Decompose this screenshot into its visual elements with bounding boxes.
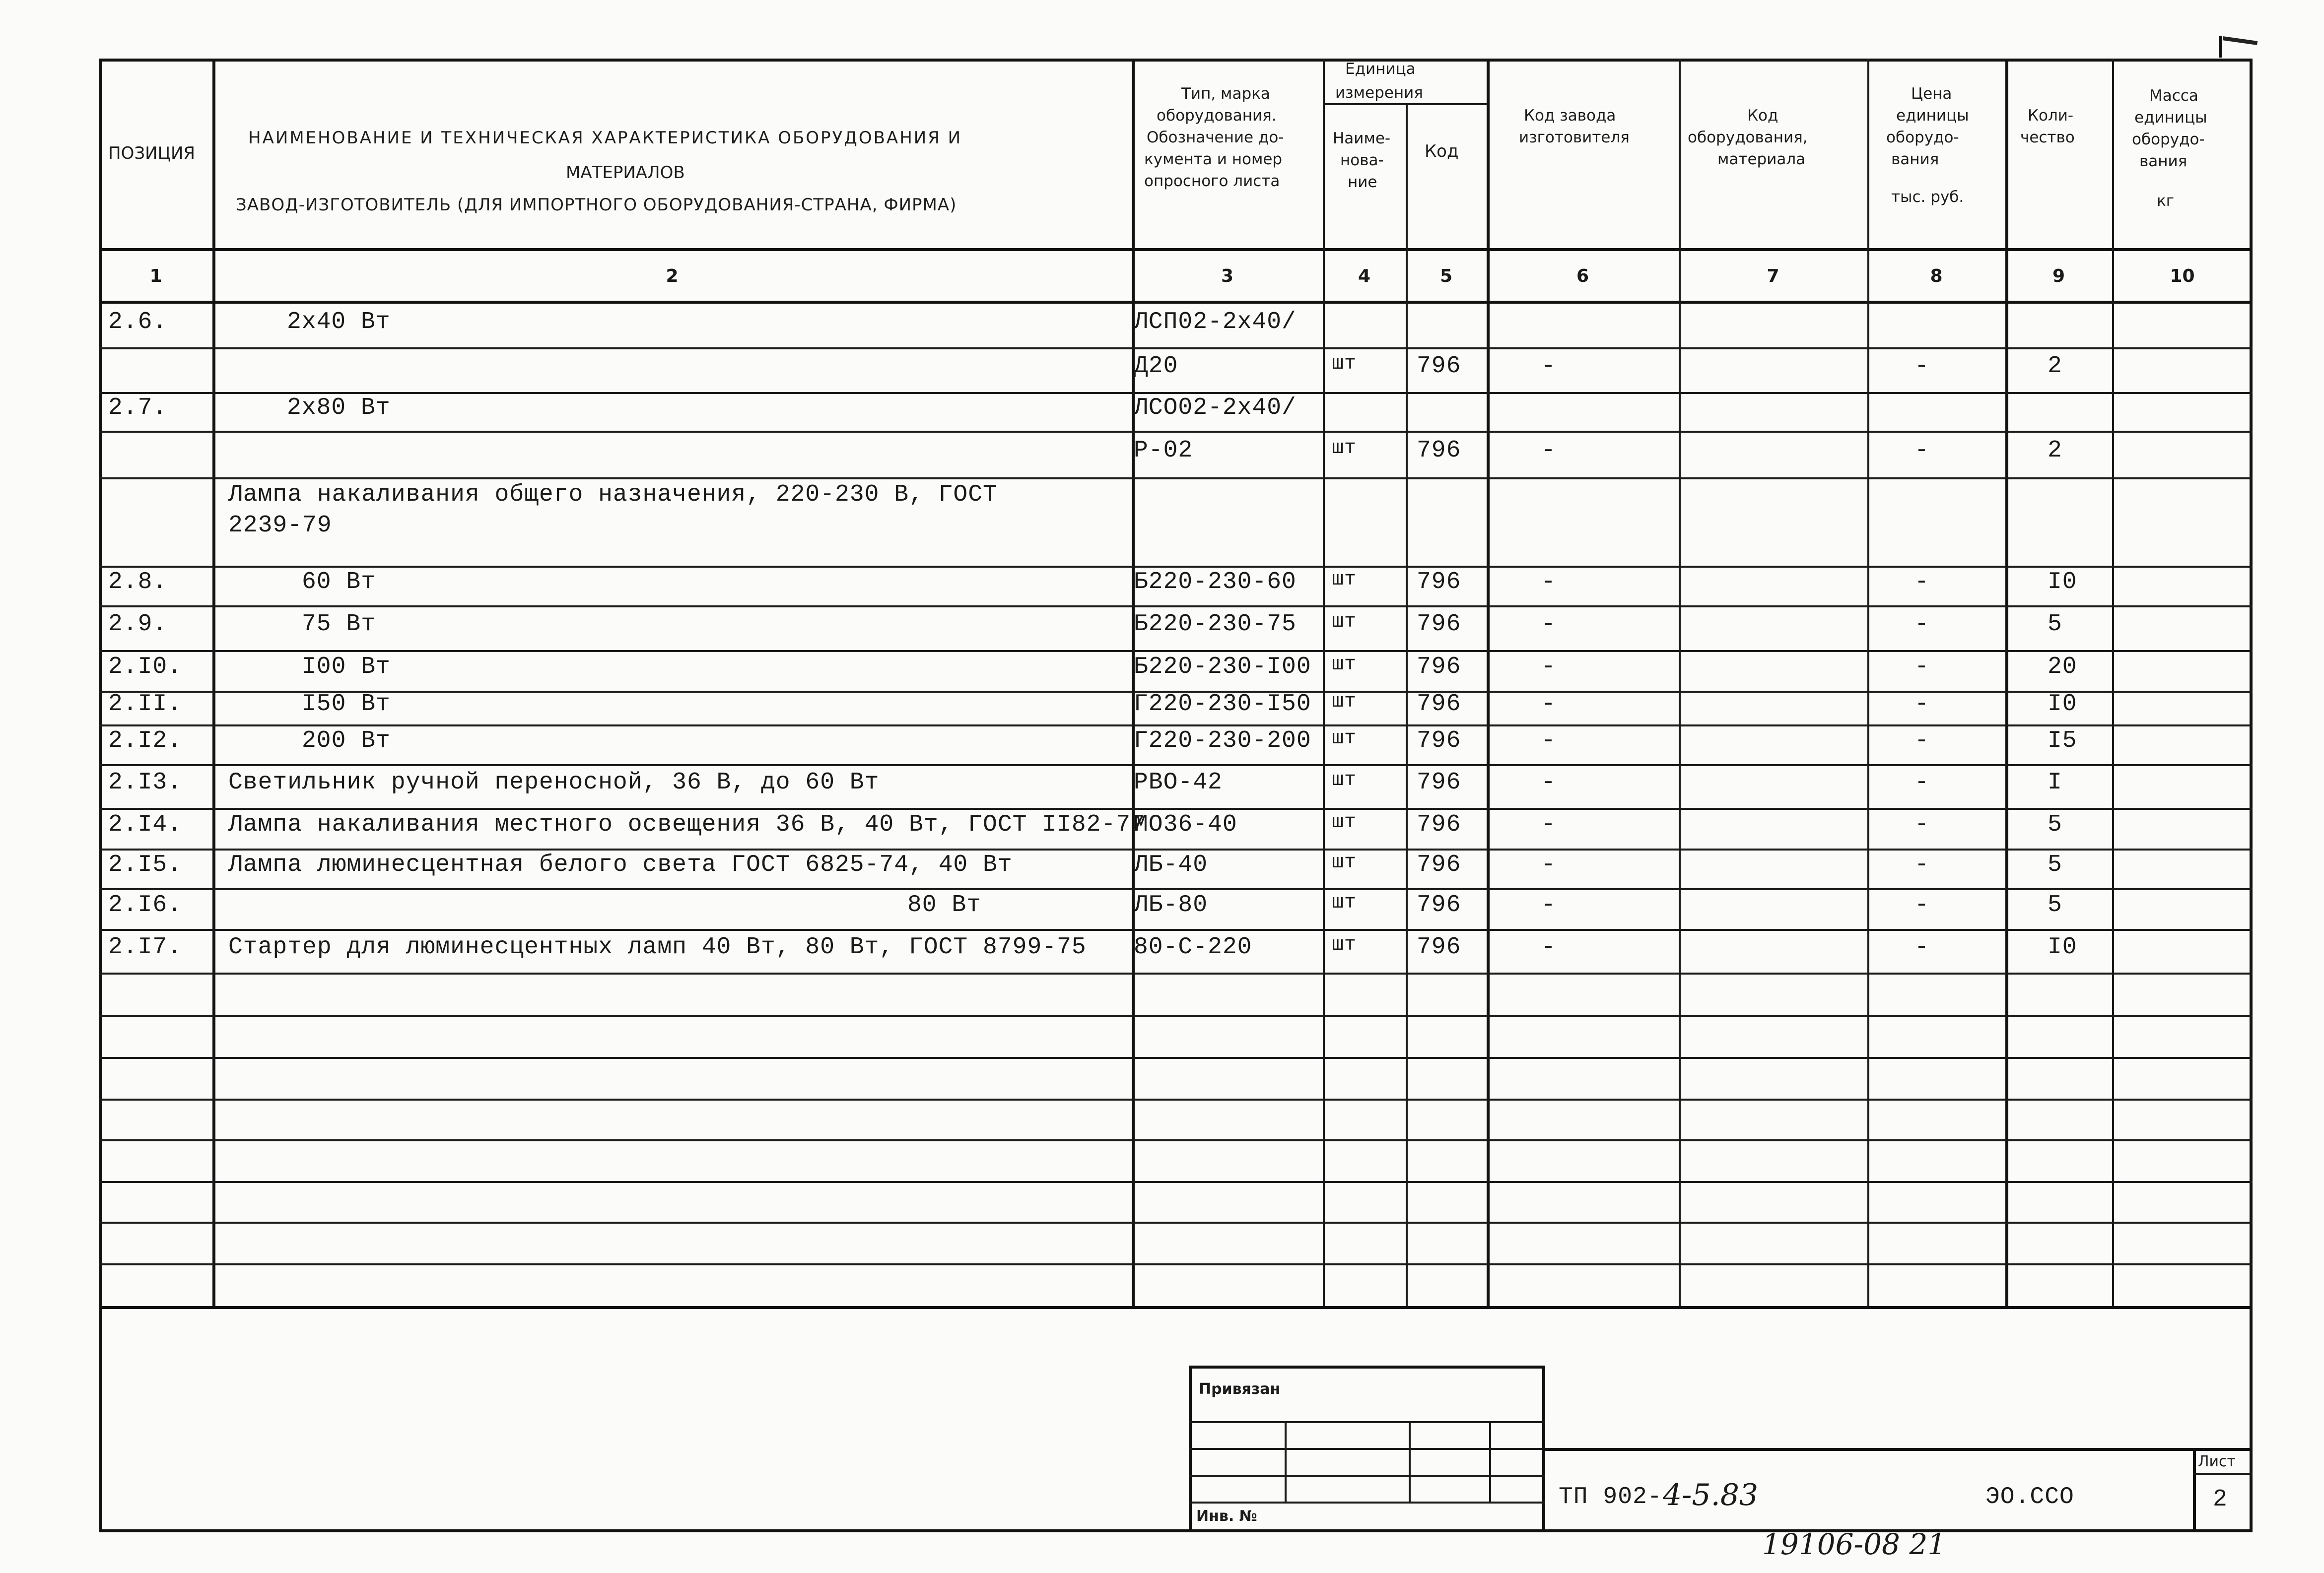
table-cell-pos: 2.II. xyxy=(108,691,183,718)
table-cell-factory: - xyxy=(1541,852,1556,878)
table-cell-price: - xyxy=(1914,727,1929,754)
table-cell-unit: шт xyxy=(1332,611,1357,633)
table-cell-type: ЛСП02-2x40/ xyxy=(1134,309,1297,335)
table-cell-type: ЛСО02-2x40/ xyxy=(1134,394,1297,421)
header-mass-l4: вания xyxy=(2139,152,2187,170)
row-rule xyxy=(99,849,2253,851)
header-mass-l5: кг xyxy=(2157,192,2175,210)
table-cell-factory: - xyxy=(1541,769,1556,796)
table-cell-factory: - xyxy=(1541,691,1556,718)
col-line-2 xyxy=(1132,59,1135,1309)
table-cell-unit: шт xyxy=(1332,811,1357,834)
table-cell-qty: 5 xyxy=(2048,852,2062,878)
table-cell-qty: I0 xyxy=(2048,934,2077,961)
row-rule xyxy=(99,929,2253,931)
header-mass-l3: оборудо- xyxy=(2132,131,2205,148)
table-cell-type: Б220-230-75 xyxy=(1134,611,1297,638)
header-price-l3: оборудо- xyxy=(1886,129,1959,146)
stamp-rule-2 xyxy=(1189,1448,1545,1450)
table-cell-name: Лампа накаливания местного освещения 36 В, 40 Вт, ГОСТ II82-77 xyxy=(228,811,1146,838)
sheet-box-left xyxy=(2193,1448,2196,1532)
row-rule xyxy=(99,431,2253,433)
header-unit-name-l3: ние xyxy=(1348,173,1377,191)
row-rule xyxy=(99,650,2253,652)
table-cell-qty: I0 xyxy=(2048,691,2077,718)
col-line-8 xyxy=(2005,59,2008,1309)
col-line-1 xyxy=(212,59,215,1309)
table-cell-type: Г220-230-I50 xyxy=(1134,691,1311,718)
table-cell-type: 80-С-220 xyxy=(1134,934,1252,961)
table-cell-qty: 5 xyxy=(2048,611,2062,638)
table-cell-unit: шт xyxy=(1332,353,1357,375)
header-name-line2: МАТЕРИАЛОВ xyxy=(566,163,685,183)
table-cell-pos: 2.9. xyxy=(108,611,168,638)
table-cell-code: 796 xyxy=(1417,811,1461,838)
sheet-label: Лист xyxy=(2198,1453,2236,1470)
sheet-number: 2 xyxy=(2213,1486,2228,1513)
column-number: 3 xyxy=(1221,265,1234,286)
header-qty-l2: чество xyxy=(2020,129,2075,146)
header-mass-l1: Масса xyxy=(2149,87,2198,105)
empty-row-rule xyxy=(99,1181,2253,1183)
title-block-top xyxy=(1542,1448,2253,1451)
doc-suffix: ЭО.ССО xyxy=(1985,1484,2074,1510)
column-number: 2 xyxy=(666,265,679,286)
table-cell-code: 796 xyxy=(1417,654,1461,680)
row-rule xyxy=(99,477,2253,479)
table-cell-type: Г220-230-200 xyxy=(1134,727,1311,754)
row-rule xyxy=(99,392,2253,394)
table-cell-name: 2x80 Вт xyxy=(287,394,391,421)
table-cell-price: - xyxy=(1914,934,1929,961)
table-cell-name: 2x40 Вт xyxy=(287,309,391,335)
table-cell-code: 796 xyxy=(1417,437,1461,464)
header-type-l2: оборудования. xyxy=(1157,107,1277,125)
row-rule xyxy=(99,566,2253,568)
header-mass-l2: единицы xyxy=(2134,109,2207,127)
table-cell-factory: - xyxy=(1541,654,1556,680)
stamp-rule-1 xyxy=(1189,1421,1545,1423)
stamp-binding-label: Привязан xyxy=(1199,1380,1281,1398)
header-factory-l2: изготовителя xyxy=(1519,129,1630,146)
header-qty-l1: Коли- xyxy=(2028,107,2074,125)
table-cell-name: 80 Вт xyxy=(907,892,982,918)
header-type-l1: Тип, марка xyxy=(1181,85,1270,103)
table-cell-factory: - xyxy=(1541,611,1556,638)
table-cell-code: 796 xyxy=(1417,852,1461,878)
column-number: 6 xyxy=(1576,265,1589,286)
header-equipcode-l2: оборудования, xyxy=(1688,129,1808,146)
table-cell-price: - xyxy=(1914,611,1929,638)
table-cell-code: 796 xyxy=(1417,611,1461,638)
table-cell-price: - xyxy=(1914,437,1929,464)
row-rule xyxy=(99,347,2253,349)
handwritten-archive-number: 19106-08 21 xyxy=(1762,1527,1946,1561)
column-number: 8 xyxy=(1930,265,1943,286)
stamp-col-3 xyxy=(1489,1421,1491,1502)
column-number: 10 xyxy=(2170,265,2195,286)
empty-row-rule xyxy=(99,1222,2253,1224)
table-cell-unit: шт xyxy=(1332,769,1357,791)
table-cell-pos: 2.I5. xyxy=(108,852,183,878)
header-name-line1: НАИМЕНОВАНИЕ И ТЕХНИЧЕСКАЯ ХАРАКТЕРИСТИКА ОБОРУДОВАНИЯ И xyxy=(248,128,962,148)
table-cell-price: - xyxy=(1914,852,1929,878)
table-cell-qty: I0 xyxy=(2048,569,2077,595)
col-line-9 xyxy=(2112,59,2114,1309)
table-cell-qty: 5 xyxy=(2048,892,2062,918)
table-cell-price: - xyxy=(1914,353,1929,380)
header-price-l5: тыс. руб. xyxy=(1891,188,1964,206)
stamp-col-2 xyxy=(1409,1421,1411,1502)
header-equipcode-l1: Код xyxy=(1747,107,1778,125)
header-price-l1: Цена xyxy=(1911,85,1952,103)
empty-row-rule xyxy=(99,1099,2253,1101)
header-type-l4: кумента и номер xyxy=(1144,150,1283,168)
table-cell-type: Р-02 xyxy=(1134,437,1193,464)
empty-row-rule xyxy=(99,1057,2253,1059)
header-unit-group-l1: Единица xyxy=(1345,60,1416,78)
table-cell-unit: шт xyxy=(1332,727,1357,750)
table-cell-price: - xyxy=(1914,569,1929,595)
table-cell-qty: 2 xyxy=(2048,353,2062,380)
table-cell-code: 796 xyxy=(1417,769,1461,796)
table-cell-factory: - xyxy=(1541,892,1556,918)
row-rule xyxy=(99,888,2253,890)
table-cell-price: - xyxy=(1914,769,1929,796)
header-unit-code: Код xyxy=(1425,141,1459,161)
table-cell-code: 796 xyxy=(1417,691,1461,718)
stamp-col-1 xyxy=(1285,1421,1287,1502)
table-cell-price: - xyxy=(1914,811,1929,838)
table-bottom-rule xyxy=(99,1306,2253,1309)
table-cell-factory: - xyxy=(1541,727,1556,754)
row-rule xyxy=(99,605,2253,607)
table-cell-unit: шт xyxy=(1332,934,1357,956)
table-cell-type: Б220-230-60 xyxy=(1134,569,1297,595)
header-unit-name-l2: нова- xyxy=(1340,151,1384,169)
table-cell-name-cont: 2239-79 xyxy=(228,512,332,539)
table-cell-pos: 2.I7. xyxy=(108,934,183,961)
table-cell-unit: шт xyxy=(1332,852,1357,874)
table-cell-name: 200 Вт xyxy=(302,727,391,754)
corner-mark-tick xyxy=(2223,36,2257,45)
table-cell-type: ЛБ-80 xyxy=(1134,892,1208,918)
column-number-rule xyxy=(99,301,2253,304)
table-cell-pos: 2.I3. xyxy=(108,769,183,796)
table-cell-type: Б220-230-I00 xyxy=(1134,654,1311,680)
empty-row-rule xyxy=(99,1263,2253,1265)
unit-group-rule xyxy=(1323,103,1489,105)
doc-code: ТП 902- xyxy=(1559,1484,1662,1510)
table-cell-unit: шт xyxy=(1332,892,1357,914)
table-cell-pos: 2.7. xyxy=(108,394,168,421)
header-price-l4: вания xyxy=(1891,150,1939,168)
table-cell-pos: 2.I4. xyxy=(108,811,183,838)
table-cell-type: РВО-42 xyxy=(1134,769,1223,796)
table-cell-type: ЛБ-40 xyxy=(1134,852,1208,878)
row-rule xyxy=(99,973,2253,975)
table-cell-factory: - xyxy=(1541,934,1556,961)
table-cell-unit: шт xyxy=(1332,437,1357,459)
stamp-inventory-label: Инв. № xyxy=(1196,1507,1257,1525)
stamp-top xyxy=(1189,1366,1545,1369)
header-position: ПОЗИЦИЯ xyxy=(108,143,196,163)
table-cell-qty: I xyxy=(2048,769,2062,796)
table-cell-price: - xyxy=(1914,654,1929,680)
table-cell-factory: - xyxy=(1541,353,1556,380)
table-cell-factory: - xyxy=(1541,569,1556,595)
table-cell-pos: 2.I2. xyxy=(108,727,183,754)
stamp-rule-4 xyxy=(1189,1502,1545,1504)
column-number: 1 xyxy=(149,265,162,286)
table-cell-qty: 2 xyxy=(2048,437,2062,464)
header-type-l5: опросного листа xyxy=(1144,172,1280,190)
table-cell-code: 796 xyxy=(1417,353,1461,380)
table-cell-name: 75 Вт xyxy=(302,611,376,638)
table-cell-code: 796 xyxy=(1417,934,1461,961)
corner-mark xyxy=(2219,36,2222,58)
table-cell-unit: шт xyxy=(1332,569,1357,591)
table-cell-type: Д20 xyxy=(1134,353,1178,380)
row-rule xyxy=(99,764,2253,766)
table-cell-name: Лампа накаливания общего назначения, 220-230 В, ГОСТ xyxy=(228,481,998,508)
table-cell-name: Стартер для люминесцентных ламп 40 Вт, 80 Вт, ГОСТ 8799-75 xyxy=(228,934,1087,961)
header-name-line3: ЗАВОД-ИЗГОТОВИТЕЛЬ (ДЛЯ ИМПОРТНОГО ОБОРУДОВАНИЯ-СТРАНА, ФИРМА) xyxy=(236,195,957,215)
table-cell-pos: 2.I0. xyxy=(108,654,183,680)
row-rule xyxy=(99,724,2253,726)
column-number: 5 xyxy=(1439,265,1453,286)
table-cell-name: Лампа люминесцентная белого света ГОСТ 6825-74, 40 Вт xyxy=(228,852,1013,878)
table-cell-name: I50 Вт xyxy=(302,691,391,718)
table-cell-unit: шт xyxy=(1332,654,1357,676)
empty-row-rule xyxy=(99,1139,2253,1141)
sheet-box-rule xyxy=(2193,1473,2253,1475)
table-cell-qty: 20 xyxy=(2048,654,2077,680)
table-cell-pos: 2.8. xyxy=(108,569,168,595)
header-equipcode-l3: материала xyxy=(1717,150,1806,168)
empty-row-rule xyxy=(99,1015,2253,1017)
header-unit-group-l2: измерения xyxy=(1335,84,1423,102)
table-cell-code: 796 xyxy=(1417,569,1461,595)
table-cell-code: 796 xyxy=(1417,727,1461,754)
col-line-5 xyxy=(1487,59,1490,1309)
table-cell-name: 60 Вт xyxy=(302,569,376,595)
header-price-l2: единицы xyxy=(1896,107,1969,125)
table-cell-qty: 5 xyxy=(2048,811,2062,838)
table-cell-unit: шт xyxy=(1332,691,1357,713)
header-type-l3: Обозначение до- xyxy=(1147,129,1284,146)
table-cell-factory: - xyxy=(1541,811,1556,838)
table-cell-pos: 2.I6. xyxy=(108,892,183,918)
table-cell-price: - xyxy=(1914,691,1929,718)
col-line-3 xyxy=(1323,59,1325,1309)
table-cell-name: Светильник ручной переносной, 36 В, до 60 Вт xyxy=(228,769,880,796)
column-number: 7 xyxy=(1767,265,1779,286)
column-number: 4 xyxy=(1358,265,1371,286)
col-line-7 xyxy=(1867,59,1869,1309)
column-number: 9 xyxy=(2052,265,2065,286)
table-cell-qty: I5 xyxy=(2048,727,2077,754)
table-cell-factory: - xyxy=(1541,437,1556,464)
table-cell-type: МО36-40 xyxy=(1134,811,1237,838)
row-rule xyxy=(99,808,2253,810)
table-cell-name: I00 Вт xyxy=(302,654,391,680)
table-cell-price: - xyxy=(1914,892,1929,918)
col-line-6 xyxy=(1679,59,1681,1309)
stamp-rule-3 xyxy=(1189,1475,1545,1477)
table-cell-code: 796 xyxy=(1417,892,1461,918)
header-factory-l1: Код завода xyxy=(1524,107,1616,125)
doc-code-handwritten: 4-5.83 xyxy=(1663,1478,1759,1512)
table-cell-pos: 2.6. xyxy=(108,309,168,335)
header-unit-name-l1: Наиме- xyxy=(1333,130,1391,147)
